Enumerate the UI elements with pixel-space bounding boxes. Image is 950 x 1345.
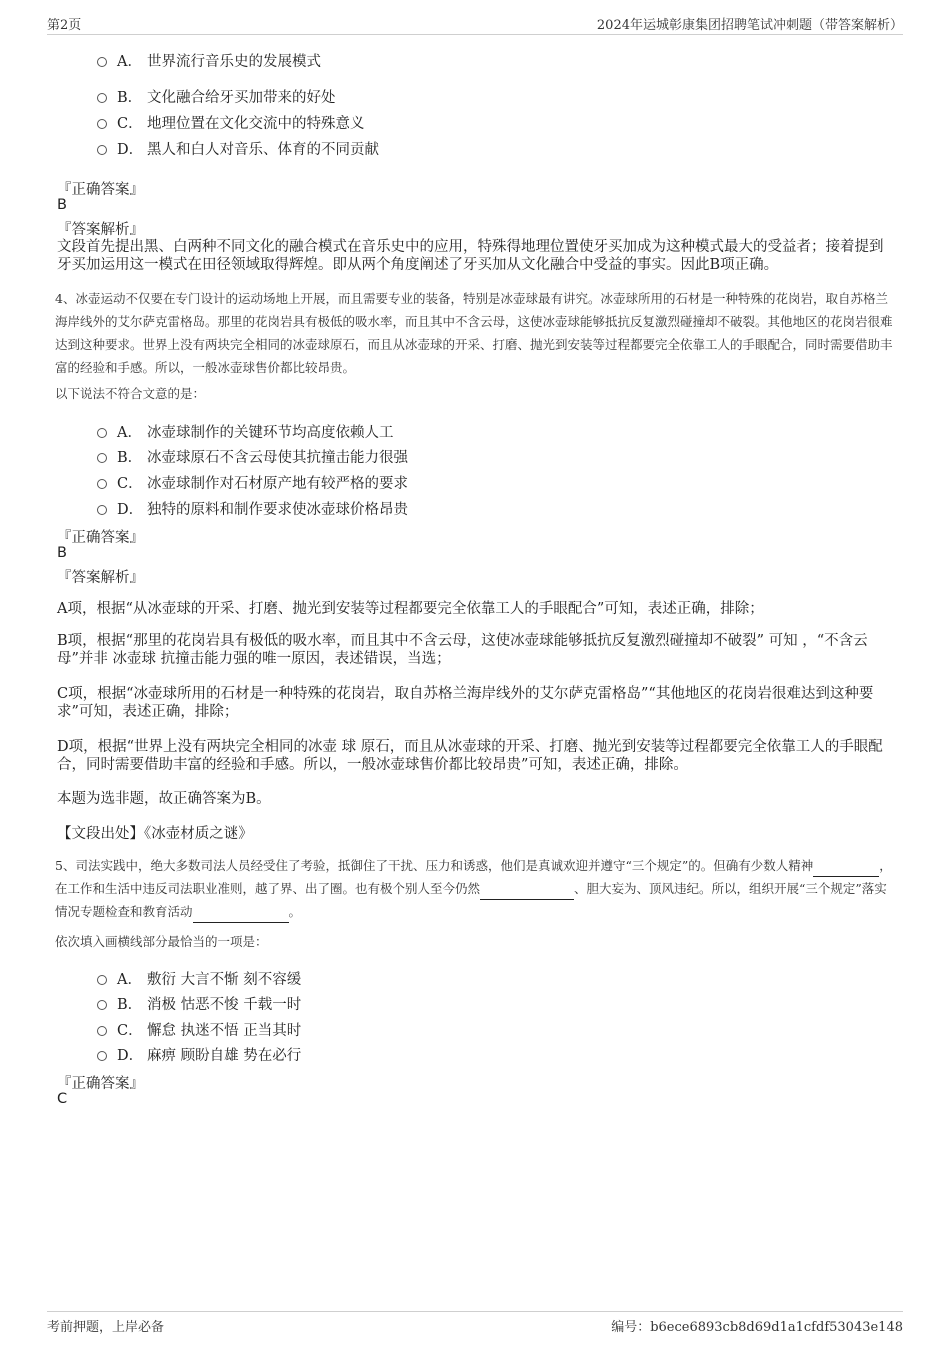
- q4-analysis-c: C项，根据“冰壶球所用的石材是一种特殊的花岗岩，取自苏格兰海岸线外的艾尔萨克雷格岛”“其他地区的花岗岩很难达到这种要求”可知，表述正确，排除；: [57, 686, 874, 720]
- q4-analysis-b: B项，根据“那里的花岗岩具有极低的吸水率，而且其中不含云母，这使冰壶球能够抵抗反复激烈碰撞却不破裂” 可知 ，“不含云母”并非 冰壶球 抗撞击能力强的唯一原因，表述错误，当选；: [57, 633, 868, 667]
- q4-conclusion: 本题为选非题，故正确答案为B。: [57, 791, 271, 807]
- q3-option-c[interactable]: C． 地理位置在文化交流中的特殊意义: [97, 112, 365, 133]
- q5-answer-label: 『正确答案』: [57, 1076, 144, 1092]
- radio-icon[interactable]: [97, 1026, 107, 1036]
- page-footer: [47, 1311, 903, 1336]
- q4-stem: 4、冰壶运动不仅要在专门设计的运动场地上开展，而且需要专业的装备，特别是冰壶球最有讲究。冰壶球所用的石材是一种特殊的花岗岩，取自苏格兰海岸线外的艾尔萨克雷格岛。那里的花岗岩具有极低的吸水率，而且其中不含云母，这使冰壶球能够抵抗反复激烈碰撞却不破裂。其他地区的花岗岩很难达到这种要求。世界上没有两块完全相同的冰壶球原石，而且从冰壶球的开采、打磨、抛光到安装等过程都要完全依靠工人的手眼配合，同时需要借助丰富的经验和手感。所以，一般冰壶球售价都比较昂贵。: [55, 291, 893, 375]
- radio-icon[interactable]: [97, 57, 107, 67]
- q3-analysis: 文段首先提出黑、白两种不同文化的融合模式在音乐史中的应用，特殊得地理位置使牙买加成为这种模式最大的受益者；接着提到牙买加运用这一模式在田径领域取得辉煌。即从两个角度阐述了牙买加从文化融合中受益的事实。因此B项正确。: [57, 239, 884, 273]
- q3-answer: B: [57, 197, 67, 213]
- document-id: 编号：b6ece6893cb8d69d1a1cfdf53043e148: [611, 1320, 903, 1335]
- q5-answer: C: [57, 1091, 68, 1107]
- radio-icon[interactable]: [97, 1000, 107, 1010]
- q3-analysis-label: 『答案解析』: [57, 222, 144, 238]
- radio-icon[interactable]: [97, 453, 107, 463]
- q4-analysis-d: D项，根据“世界上没有两块完全相同的冰壶 球 原石，而且从冰壶球的开采、打磨、抛光到安装等过程都要完全依靠工人的手眼配合，同时需要借助丰富的经验和手感。所以，一般冰壶球售价都比较昂贵”可知，表述正确，排除。: [57, 739, 883, 773]
- q5-stem: 5、司法实践中，绝大多数司法人员经受住了考验，抵御住了干扰、压力和诱惑，他们是真诚欢迎并遵守“三个规定”的。但确有少数人精神 ，在工作和生活中违反司法职业准则，越了界、出了圈。也有极个别人至今仍然 、胆大妄为、顶风违纪。所以，组织开展“三个规定”落实情况专题检查和教育活动 。: [55, 854, 895, 923]
- q4-source: 【文段出处】《冰壶材质之谜》: [57, 826, 253, 842]
- radio-icon[interactable]: [97, 505, 107, 515]
- footer-slogan: 考前押题，上岸必备: [47, 1320, 165, 1335]
- q4-analysis-label: 『答案解析』: [57, 570, 144, 586]
- radio-icon[interactable]: [97, 145, 107, 155]
- document-title: 2024年运城彰康集团招聘笔试冲刺题（带答案解析）: [596, 18, 903, 33]
- radio-icon[interactable]: [97, 119, 107, 129]
- q5-option-d[interactable]: D． 麻痹 顾盼自雄 势在必行: [97, 1044, 301, 1065]
- q5-option-a[interactable]: A． 敷衍 大言不惭 刻不容缓: [97, 968, 301, 989]
- q4-answer-label: 『正确答案』: [57, 530, 144, 546]
- blank-3: [193, 909, 289, 923]
- radio-icon[interactable]: [97, 93, 107, 103]
- q5-option-b[interactable]: B． 消极 怙恶不悛 千载一时: [97, 993, 301, 1014]
- q4-analysis-a: A项，根据“从冰壶球的开采、打磨、抛光到安装等过程都要完全依靠工人的手眼配合”可知，表述正确，排除；: [57, 601, 764, 617]
- q3-option-d[interactable]: D． 黑人和白人对音乐、体育的不同贡献: [97, 138, 379, 159]
- q5-prompt: 依次填入画横线部分最恰当的一项是：: [55, 934, 268, 949]
- q3-answer-label: 『正确答案』: [57, 182, 144, 198]
- radio-icon[interactable]: [97, 1051, 107, 1061]
- q4-option-b[interactable]: B． 冰壶球原石不含云母使其抗撞击能力很强: [97, 446, 408, 467]
- q4-answer: B: [57, 545, 67, 561]
- radio-icon[interactable]: [97, 975, 107, 985]
- q4-option-c[interactable]: C． 冰壶球制作对石材原产地有较严格的要求: [97, 472, 408, 493]
- q5-option-c[interactable]: C． 懈怠 执迷不悟 正当其时: [97, 1019, 301, 1040]
- q3-option-b[interactable]: B． 文化融合给牙买加带来的好处: [97, 86, 336, 107]
- blank-1: [813, 863, 879, 877]
- radio-icon[interactable]: [97, 428, 107, 438]
- q3-option-a[interactable]: A． 世界流行音乐史的发展模式: [97, 50, 321, 71]
- q4-option-d[interactable]: D． 独特的原料和制作要求使冰壶球价格昂贵: [97, 498, 408, 519]
- page-header: [47, 12, 903, 35]
- radio-icon[interactable]: [97, 479, 107, 489]
- blank-2: [480, 886, 574, 900]
- q4-option-a[interactable]: A． 冰壶球制作的关键环节均高度依赖人工: [97, 421, 394, 442]
- page-number: 第2页: [47, 18, 82, 33]
- q4-prompt: 以下说法不符合文意的是：: [55, 386, 206, 401]
